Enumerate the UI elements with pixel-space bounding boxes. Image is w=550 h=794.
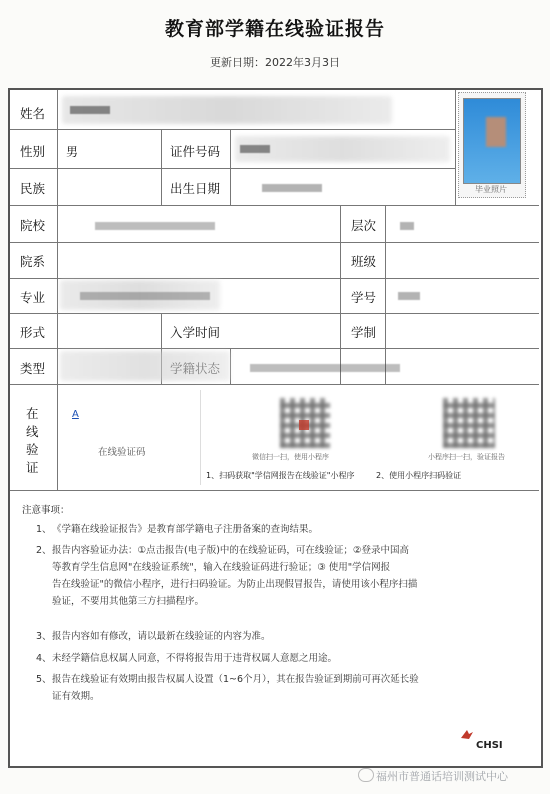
col-divider — [340, 205, 341, 384]
verify-code-link[interactable]: A — [72, 409, 79, 420]
note-number: 5、 — [36, 674, 52, 685]
form-label: 形式 — [20, 325, 46, 340]
watermark: 福州市普通话培训测试中心 — [376, 770, 508, 783]
photo-caption: 毕业照片 — [475, 185, 507, 194]
redacted-type — [60, 351, 230, 381]
note-line: 《学籍在线验证报告》是教育部学籍电子注册备案的查询结果。 — [52, 524, 319, 535]
row-divider — [10, 490, 539, 491]
type-label: 类型 — [20, 361, 46, 376]
row-divider — [10, 384, 539, 385]
redacted-birth-date — [262, 184, 322, 192]
id-number-label: 证件号码 — [170, 144, 221, 159]
report-title: 教育部学籍在线验证报告 — [164, 18, 385, 40]
note-number: 3、 — [36, 631, 52, 642]
face-blur — [486, 117, 506, 147]
qr-center-mark — [299, 420, 309, 430]
note-line: 等教育学生信息网"在线验证系统"，输入在线验证码进行验证；③ 使用"学信网报 — [52, 562, 391, 573]
row-divider — [10, 278, 539, 279]
student-number-label: 学号 — [351, 290, 377, 305]
note-number: 1、 — [36, 524, 52, 535]
note-line: 未经学籍信息权属人同意，不得将报告用于违背权属人意愿之用途。 — [52, 653, 338, 664]
student-photo — [463, 98, 521, 184]
col-divider — [385, 205, 386, 384]
verify-char: 线 — [26, 424, 39, 439]
redacted-status — [250, 364, 400, 372]
note-line: 报告内容验证办法：①点击报告(电子版)中的在线验证码，可在线验证；②登录中国高 — [52, 545, 409, 556]
row-divider — [10, 348, 539, 349]
row-divider — [10, 129, 455, 130]
note-item — [36, 650, 506, 667]
note-item — [36, 628, 506, 645]
row-divider — [10, 205, 539, 206]
level-label: 层次 — [351, 218, 377, 233]
class-label: 班级 — [351, 254, 377, 269]
verify-char: 证 — [26, 460, 39, 475]
note-line: 告在线验证"的微信小程序，进行扫码验证。为防止出现假冒报告，请使用该小程序扫描 — [52, 579, 418, 590]
verify-code-label: 在线验证码 — [98, 447, 146, 458]
verify-char: 验 — [26, 442, 39, 457]
wechat-icon — [358, 768, 374, 782]
chsi-logo-text: CHSI — [476, 740, 503, 751]
col-divider — [230, 348, 231, 384]
redacted-level — [400, 222, 414, 230]
col-divider — [230, 129, 231, 205]
note-line: 报告内容如有修改，请以最新在线验证的内容为准。 — [52, 631, 271, 642]
note-item — [36, 671, 506, 705]
department-label: 院系 — [20, 254, 46, 269]
step1-text: 1、扫码获取"学信网报告在线验证"小程序 — [206, 471, 355, 480]
major-label: 专业 — [20, 290, 46, 305]
redacted-pixels — [240, 145, 270, 153]
chsi-bird-icon — [460, 727, 474, 741]
update-date: 更新日期：2022年3月3日 — [210, 56, 340, 69]
redacted-pixels — [70, 106, 110, 114]
note-line: 证有效期。 — [52, 691, 100, 702]
notes-title: 注意事项： — [22, 505, 70, 516]
note-number: 4、 — [36, 653, 52, 664]
row-divider — [10, 242, 539, 243]
col-divider — [161, 129, 162, 205]
verify-divider — [200, 390, 201, 485]
col-divider — [57, 90, 58, 490]
row-divider — [10, 313, 539, 314]
note-item — [36, 542, 506, 610]
duration-label: 学制 — [351, 325, 377, 340]
gender-value: 男 — [66, 145, 79, 159]
step2-small: 小程序扫一扫，验证报告 — [428, 453, 505, 461]
qr-code-verify[interactable] — [443, 398, 495, 448]
school-label: 院校 — [20, 218, 46, 233]
enrollment-time-label: 入学时间 — [170, 325, 221, 340]
redacted-pixels — [80, 292, 210, 300]
redacted-school — [95, 222, 215, 230]
col-divider — [455, 90, 456, 205]
note-number: 2、 — [36, 545, 52, 556]
step1-small: 微信扫一扫，使用小程序 — [252, 453, 329, 461]
gender-label: 性别 — [20, 144, 46, 159]
step2-text: 2、使用小程序扫码验证 — [376, 471, 462, 480]
redacted-name — [62, 96, 392, 124]
redacted-student-number — [398, 292, 420, 300]
birth-date-label: 出生日期 — [170, 181, 221, 196]
note-line: 验证，不要用其他第三方扫描程序。 — [52, 596, 205, 607]
ethnicity-label: 民族 — [20, 181, 46, 196]
note-line: 报告在线验证有效期由报告权属人设置（1~6个月），其在报告验证到期前可再次延长验 — [52, 674, 419, 685]
note-item — [36, 521, 506, 538]
verify-char: 在 — [26, 406, 39, 421]
name-label: 姓名 — [20, 106, 46, 121]
row-divider — [10, 168, 455, 169]
